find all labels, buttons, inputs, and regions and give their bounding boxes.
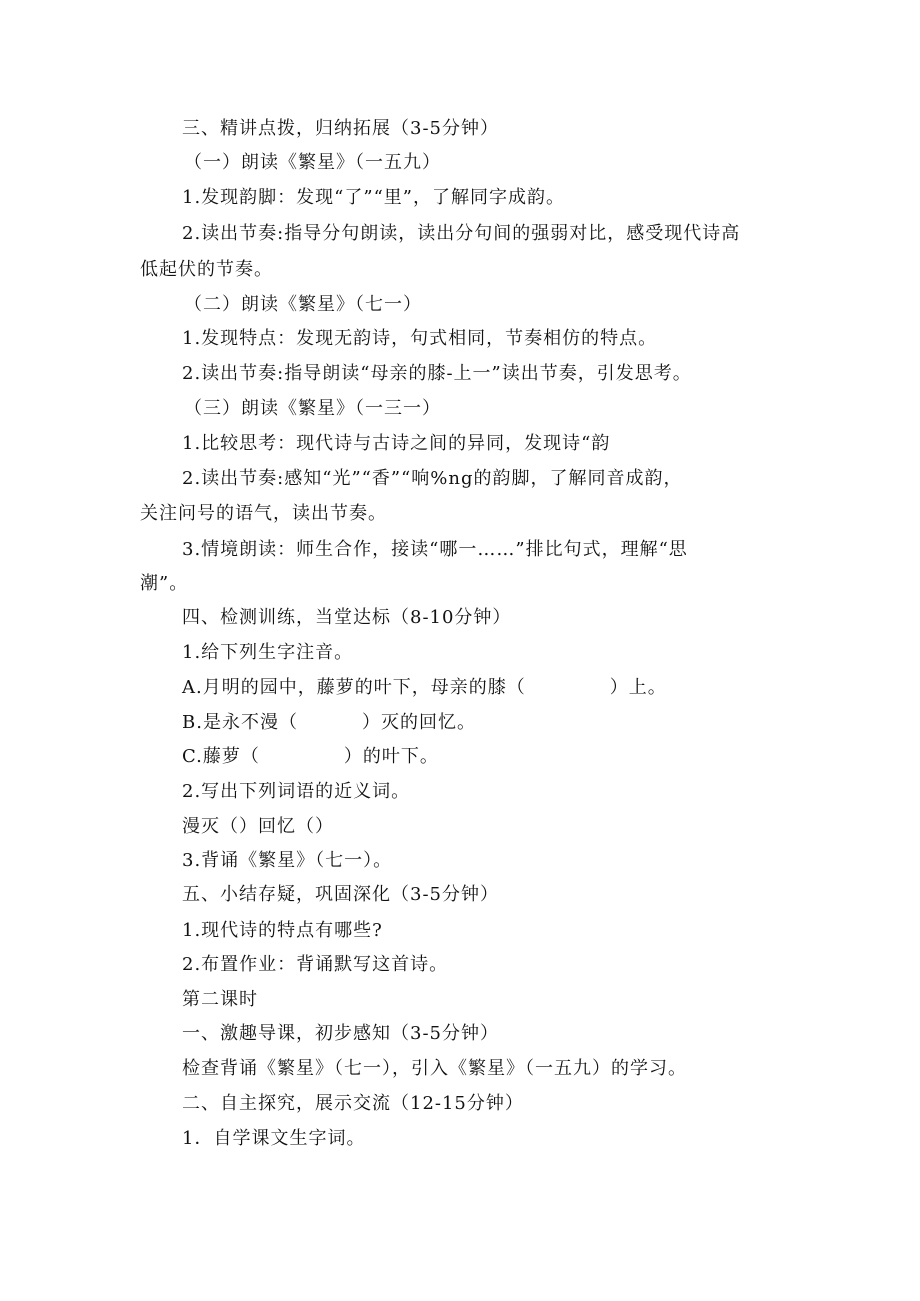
fill-blank-text: B.是永不漫（: [182, 712, 298, 733]
paragraph: 2.布置作业：背诵默写这首诗。: [182, 954, 449, 975]
fill-blank-text: ）上。: [609, 677, 667, 698]
exercise-item: 漫灭（）回忆（）: [182, 816, 334, 837]
paragraph: 1.比较思考：现代诗与古诗之间的异同，发现诗“韵: [182, 433, 611, 454]
section-heading-4: 四、检测训练，当堂达标（8-10分钟）: [182, 607, 512, 628]
subheading-reading-71: （二）朗读《繁星》（七一）: [184, 294, 422, 315]
paragraph: 检查背诵《繁星》（七一），引入《繁星》（一五九）的学习。: [182, 1058, 687, 1079]
fill-blank-item-c: [182, 745, 439, 769]
fill-blank-text: C.藤萝（: [182, 746, 260, 767]
exercise-prompt: 2.写出下列词语的近义词。: [182, 781, 411, 802]
subheading-reading-131: （三）朗读《繁星》（一三一）: [184, 398, 441, 419]
paragraph: 2.读出节奏:感知“光”“香”“响%ng的韵脚，了解同音成韵，: [182, 468, 683, 489]
exercise-prompt: 1.给下列生字注音。: [182, 642, 354, 663]
paragraph: 1．自学课文生字词。: [182, 1128, 366, 1149]
exercise-prompt: 3.背诵《繁星》（七一）。: [182, 850, 393, 871]
section-heading-3: 三、精讲点拨，归纳拓展（3-5分钟）: [182, 118, 499, 139]
paragraph: 1.现代诗的特点有哪些?: [182, 920, 383, 941]
section-heading-1: 一、激趣导课，初步感知（3-5分钟）: [182, 1023, 499, 1044]
lesson-heading: 第二课时: [182, 989, 258, 1010]
subheading-reading-159: （一）朗读《繁星》（一五九）: [184, 152, 441, 173]
paragraph: 2.读出节奏:指导朗读“母亲的膝-上一”读出节奏，引发思考。: [182, 363, 692, 384]
fill-blank-text: ）的叶下。: [343, 746, 439, 767]
fill-blank-text: A.月明的园中，藤萝的叶下，母亲的膝（: [182, 677, 526, 698]
fill-blank-text: ）灭的回忆。: [361, 712, 476, 733]
paragraph: 1.发现特点：发现无韵诗，句式相同，节奏相仿的特点。: [182, 328, 658, 349]
paragraph: 3.情境朗读：师生合作，接读“哪一……”排比句式，理解“思: [182, 539, 688, 560]
fill-blank-item-b: [182, 711, 476, 735]
paragraph-continuation: 低起伏的节奏。: [140, 259, 273, 280]
section-heading-2: 二、自主探究，展示交流（12-15分钟）: [182, 1093, 524, 1114]
paragraph: 1.发现韵脚：发现“了”“里”，了解同字成韵。: [182, 187, 565, 208]
paragraph-continuation: 潮”。: [140, 573, 189, 594]
paragraph: 2.读出节奏:指导分句朗读，读出分句间的强弱对比，感受现代诗高: [182, 223, 741, 244]
fill-blank-item-a: [182, 676, 667, 700]
section-heading-5: 五、小结存疑，巩固深化（3-5分钟）: [182, 884, 499, 905]
paragraph-continuation: 关注问号的语气，读出节奏。: [140, 503, 387, 524]
